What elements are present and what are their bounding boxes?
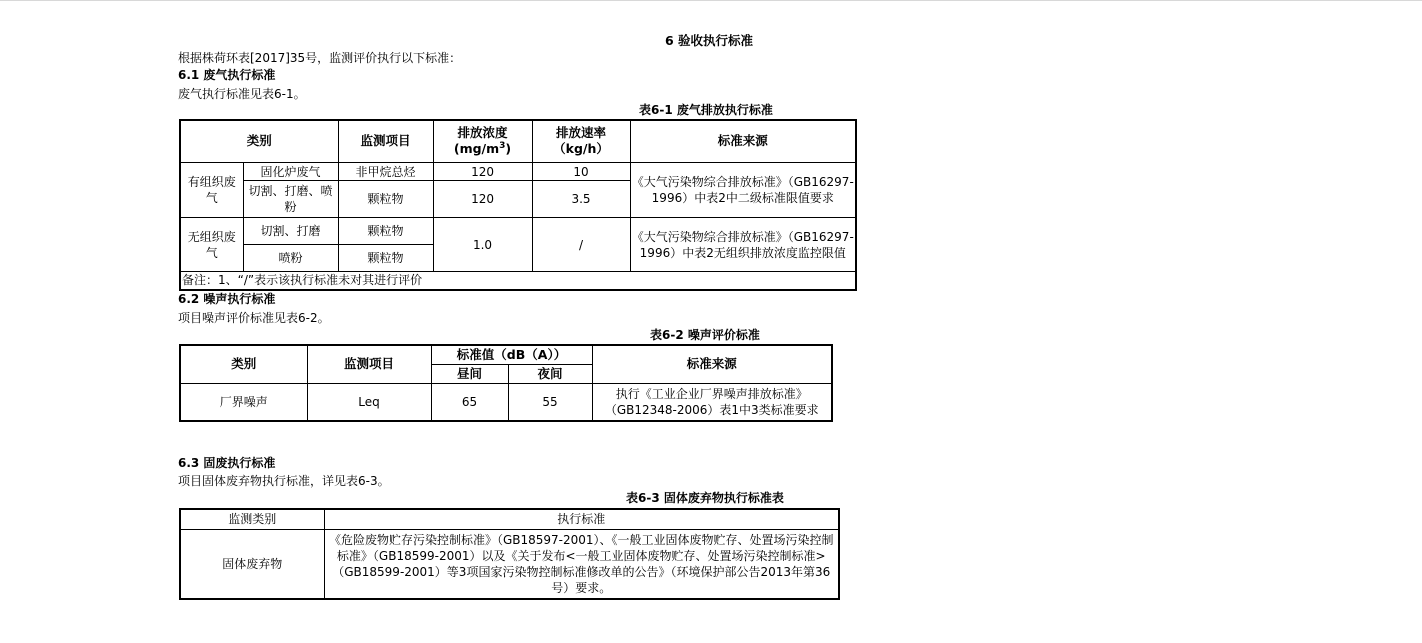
organized-sub-2: 切割、打磨、喷粉 [243, 181, 338, 218]
heading-6-2: 6.2 噪声执行标准 [178, 292, 276, 306]
noise-header-item: 监测项目 [307, 345, 431, 383]
header-conc-unit: $(mg/m^3)$ [453, 141, 512, 157]
unorganized-source: 《大气污染物综合排放标准》（GB16297-1996）中表2无组织排放浓度监控限值 [630, 218, 856, 272]
header-item: 监测项目 [338, 120, 433, 162]
organized-source: 《大气污染物综合排放标准》（GB16297-1996）中表2中二级标准限值要求 [630, 162, 856, 218]
section-title: 6 验收执行标准 [665, 33, 754, 48]
solid-std: 《危险废物贮存污染控制标准》（GB18597-2001）、《一般工业固体废物贮存、处置场污染控制标准》（GB18599-2001）以及《关于发布<一般工业固体废物贮存、处置场污染控制标准>（GB18599-2001）等3项国家污染物控制标准修改单的公告》（环境保护部公告2013年第36号）要求。 [324, 529, 839, 599]
noise-item: Leq [307, 383, 431, 421]
noise-night: 55 [508, 383, 592, 421]
organized-rate-1: 10 [532, 162, 630, 181]
unorganized-item-1: 颗粒物 [338, 218, 433, 245]
intro-text: 根据株荷环表[2017]35号，监测评价执行以下标准： [178, 51, 462, 65]
organized-label: 有组织废气 [180, 162, 243, 218]
heading-6-1: 6.1 废气执行标准 [178, 68, 276, 82]
header-category: 类别 [180, 120, 338, 162]
solid-category: 固体废弃物 [180, 529, 324, 599]
header-conc-label: 排放浓度 [457, 125, 508, 141]
organized-sub-1: 固化炉废气 [243, 162, 338, 181]
caption-6-1: 表6-1 废气排放执行标准 [639, 103, 773, 117]
table-6-2 [179, 344, 833, 422]
noise-header-night: 夜间 [508, 364, 592, 383]
organized-conc-2: 120 [433, 181, 532, 218]
organized-item-2: 颗粒物 [338, 181, 433, 218]
unorganized-rate: / [532, 218, 630, 272]
header-source: 标准来源 [630, 120, 856, 162]
organized-conc-1: 120 [433, 162, 532, 181]
noise-day: 65 [431, 383, 508, 421]
text-6-2: 项目噪声评价标准见表6-2。 [178, 311, 330, 325]
unorganized-sub-2: 喷粉 [243, 245, 338, 272]
organized-item-1: 非甲烷总烃 [338, 162, 433, 181]
header-rate [532, 120, 630, 162]
top-divider [0, 0, 1422, 1]
text-6-3: 项目固体废弃物执行标准，详见表6-3。 [178, 474, 390, 488]
header-rate-unit: （kg/h） [553, 141, 609, 157]
heading-6-3: 6.3 固废执行标准 [178, 456, 276, 470]
header-rate-label: 排放速率 [556, 125, 607, 141]
solid-header-std: 执行标准 [324, 509, 839, 529]
unorganized-conc: 1.0 [433, 218, 532, 272]
noise-source: 执行《工业企业厂界噪声排放标准》（GB12348-2006）表1中3类标准要求 [592, 383, 832, 421]
organized-rate-2: 3.5 [532, 181, 630, 218]
noise-header-source: 标准来源 [592, 345, 832, 383]
noise-header-category: 类别 [180, 345, 307, 383]
caption-6-3: 表6-3 固体废弃物执行标准表 [626, 491, 784, 505]
unorganized-label: 无组织废气 [180, 218, 243, 272]
header-conc [433, 120, 532, 162]
caption-6-2: 表6-2 噪声评价标准 [650, 328, 760, 342]
unorganized-item-2: 颗粒物 [338, 245, 433, 272]
text-6-1: 废气执行标准见表6-1。 [178, 87, 306, 101]
unorganized-sub-1: 切割、打磨 [243, 218, 338, 245]
noise-header-std: 标准值（dB（A）） [431, 345, 592, 364]
solid-header-category: 监测类别 [180, 509, 324, 529]
noise-category: 厂界噪声 [180, 383, 307, 421]
table-6-1 [179, 119, 857, 291]
noise-header-day: 昼间 [431, 364, 508, 383]
table-6-1-note: 备注：1、“/”表示该执行标准未对其进行评价 [180, 271, 856, 290]
table-6-3 [179, 508, 840, 600]
